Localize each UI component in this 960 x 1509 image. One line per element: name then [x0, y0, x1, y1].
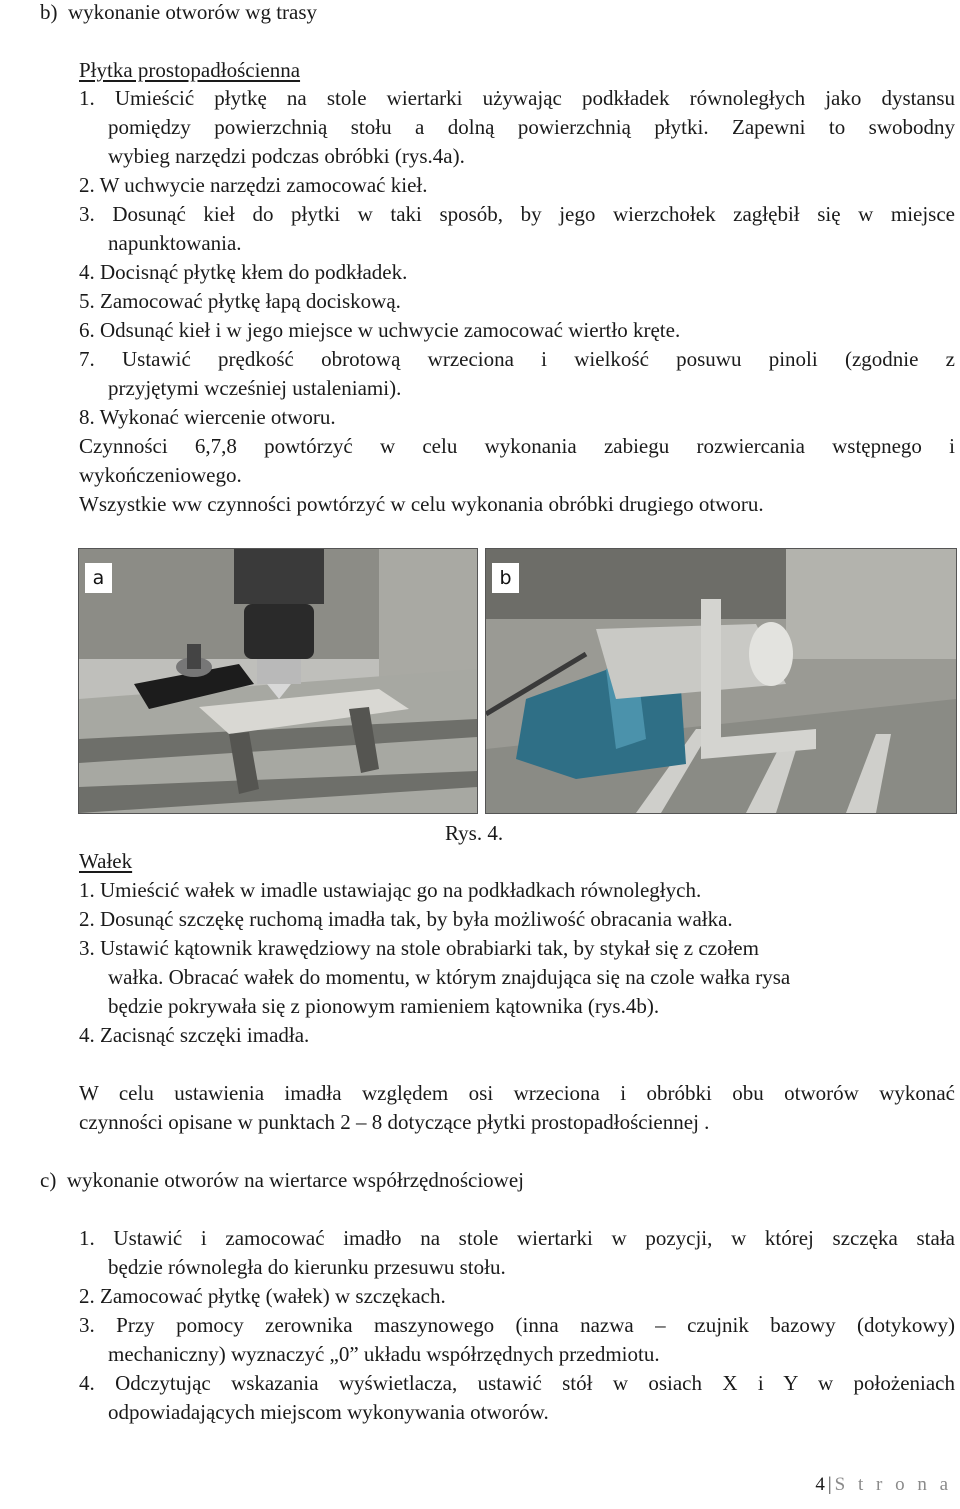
b-step1-line1: 1. Umieścić płytkę na stole wiertarki używając podkładek równoległych jako dystansu [79, 86, 955, 110]
b-note1-line1: Czynności 6,7,8 powtórzyć w celu wykonania zabiegu rozwiercania wstępnego i [79, 434, 955, 458]
photo-b [485, 548, 957, 814]
b-step3-line1: 3. Dosunąć kieł do płytki w taki sposób, by jego wierzchołek zagłębił się w miejsce [79, 202, 955, 226]
walek-step3-line3: będzie pokrywała się z pionowym ramieniem kątownika (rys.4b). [108, 994, 660, 1018]
footer-separator: | [827, 1474, 832, 1495]
walek-para-line1: W celu ustawienia imadła względem osi wrzeciona i obróbki obu otworów wykonać [79, 1081, 955, 1105]
b-step2: 2. W uchwycie narzędzi zamocować kieł. [79, 173, 428, 197]
walek-step3-line1: 3. Ustawić kątownik krawędziowy na stole obrabiarki tak, by stykał się z czołem [79, 936, 759, 960]
walek-heading: Wałek [79, 849, 133, 873]
section-b-heading: b) wykonanie otworów wg trasy [40, 0, 318, 24]
page-label: S t r o n a [834, 1474, 952, 1495]
c-step3-line2: mechaniczny) wyznaczyć „0” układu współrzędnych przedmiotu. [108, 1342, 660, 1366]
b-step8: 8. Wykonać wiercenie otworu. [79, 405, 336, 429]
c-step2: 2. Zamocować płytkę (wałek) w szczękach. [79, 1284, 446, 1308]
b-step6: 6. Odsunąć kieł i w jego miejsce w uchwycie zamocować wiertło kręte. [79, 318, 681, 342]
walek-step2: 2. Dosunąć szczękę ruchomą imadła tak, by była możliwość obracania wałka. [79, 907, 733, 931]
b-step4: 4. Docisnąć płytkę kłem do podkładek. [79, 260, 408, 284]
page-footer [815, 1474, 952, 1496]
b-note1-line2: wykończeniowego. [79, 463, 242, 487]
c-step1-line2: będzie równoległa do kierunku przesuwu stołu. [108, 1255, 506, 1279]
b-step1-line3: wybieg narzędzi podczas obróbki (rys.4a). [108, 144, 465, 168]
b-step7-line1: 7. Ustawić prędkość obrotową wrzeciona i wielkość posuwu pinoli (zgodnie z [79, 347, 955, 371]
section-c-heading: c) wykonanie otworów na wiertarce współrzędnościowej [40, 1168, 524, 1192]
b-note2: Wszystkie ww czynności powtórzyć w celu wykonania obróbki drugiego otworu. [79, 492, 764, 516]
b-step7-line2: przyjętymi wcześniej ustaleniami). [108, 376, 402, 400]
photo-a [78, 548, 478, 814]
walek-step1: 1. Umieścić wałek w imadle ustawiając go na podkładkach równoległych. [79, 878, 702, 902]
walek-step4: 4. Zacisnąć szczęki imadła. [79, 1023, 310, 1047]
c-step1-line1: 1. Ustawić i zamocować imadło na stole wiertarki w pozycji, w której szczęka stała [79, 1226, 955, 1250]
walek-para-line2: czynności opisane w punktach 2 – 8 dotyczące płytki prostopadłościennej . [79, 1110, 710, 1134]
figure-label-a: a [85, 563, 112, 593]
figure-caption: Rys. 4. [445, 821, 504, 845]
c-step4-line1: 4. Odczytując wskazania wyświetlacza, ustawić stół w osiach X i Y w położeniach [79, 1371, 955, 1395]
figure-label-b: b [492, 563, 519, 593]
subheading-plytka: Płytka prostopadłościenna [79, 58, 301, 82]
walek-step3-line2: wałka. Obracać wałek do momentu, w którym znajdująca się na czole wałka rysa [108, 965, 791, 989]
page-number: 4 [815, 1474, 825, 1495]
b-step3-line2: napunktowania. [108, 231, 242, 255]
c-step3-line1: 3. Przy pomocy zerownika maszynowego (inna nazwa – czujnik bazowy (dotykowy) [79, 1313, 955, 1337]
b-step5: 5. Zamocować płytkę łapą dociskową. [79, 289, 401, 313]
c-step4-line2: odpowiadających miejscom wykonywania otworów. [108, 1400, 549, 1424]
b-step1-line2: pomiędzy powierzchnią stołu a dolną powierzchnią płytki. Zapewni to swobodny [108, 115, 955, 139]
